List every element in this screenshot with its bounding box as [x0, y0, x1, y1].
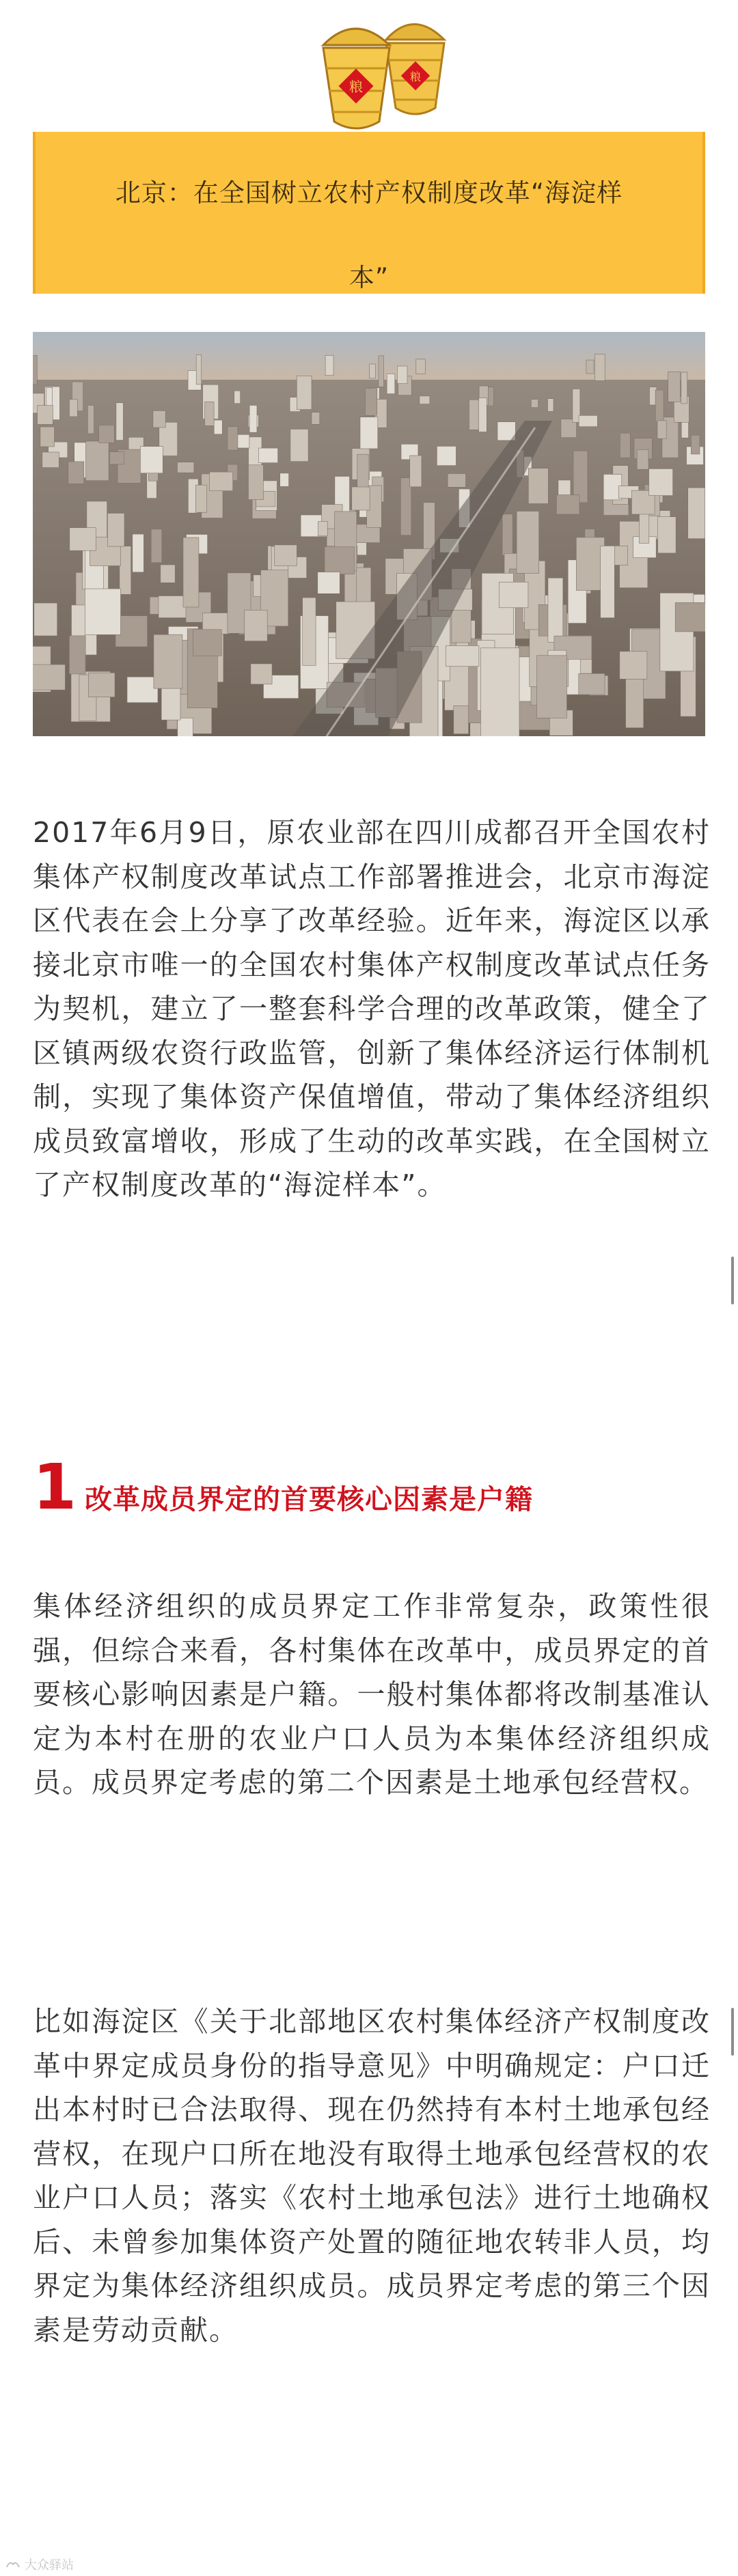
section-title: 改革成员界定的首要核心因素是户籍	[85, 1484, 534, 1515]
scroll-indicator[interactable]	[731, 1257, 734, 1304]
svg-text:粮: 粮	[349, 79, 363, 95]
grain-basket-icon	[323, 29, 390, 128]
scroll-indicator[interactable]	[731, 2008, 734, 2056]
intro-paragraph: 2017年6月9日，原农业部在四川成都召开全国农村集体产权制度改革试点工作部署推进会，北京市海淀区代表在会上分享了改革经验。近年来，海淀区以承接北京市唯一的全国农村集体产权制度改革试点任务为契机，建立了一整套科学合理的改革政策，健全了区镇两级农资行政监管，创新了集体经济运行体制机制，实现了集体资产保值增值，带动了集体经济组织成员致富增收，形成了生动的改革实践，在全国树立了产权制度改革的“海淀样本”。	[33, 816, 711, 1201]
grain-basket-ornament	[311, 12, 454, 135]
watermark-text: 大众驿站	[25, 2558, 74, 2573]
watermark-logo-icon	[5, 2559, 20, 2570]
watermark	[5, 2556, 74, 2573]
title-banner	[33, 132, 705, 294]
svg-text:粮: 粮	[409, 70, 422, 83]
section-heading	[33, 1453, 533, 1522]
body-paragraph: 集体经济组织的成员界定工作非常复杂，政策性很强，但综合来看，各村集体在改革中，成员界定的首要核心影响因素是户籍。一般村集体都将改制基准认定为本村在册的农业户口人员为本集体经济组织成员。成员界定考虑的第二个因素是土地承包经营权。	[33, 1590, 711, 1799]
body-paragraph: 比如海淀区《关于北部地区农村集体经济产权制度改革中界定成员身份的指导意见》中明确规定：户口迁出本村时已合法取得、现在仍然持有本村土地承包经营权，在现户口所在地没有取得土地承包经营权的农业户口人员；落实《农村土地承包法》进行土地确权后、未曾参加集体资产处置的随征地农转非人员，均界定为集体经济组织成员。成员界定考虑的第三个因素是劳动贡献。	[33, 2005, 711, 2347]
grain-basket-icon	[386, 25, 444, 115]
banner-title: 北京：在全国树立农村产权制度改革“海淀样本”	[115, 178, 623, 292]
section-number: 1	[33, 1451, 77, 1524]
city-aerial-photo	[33, 332, 705, 736]
